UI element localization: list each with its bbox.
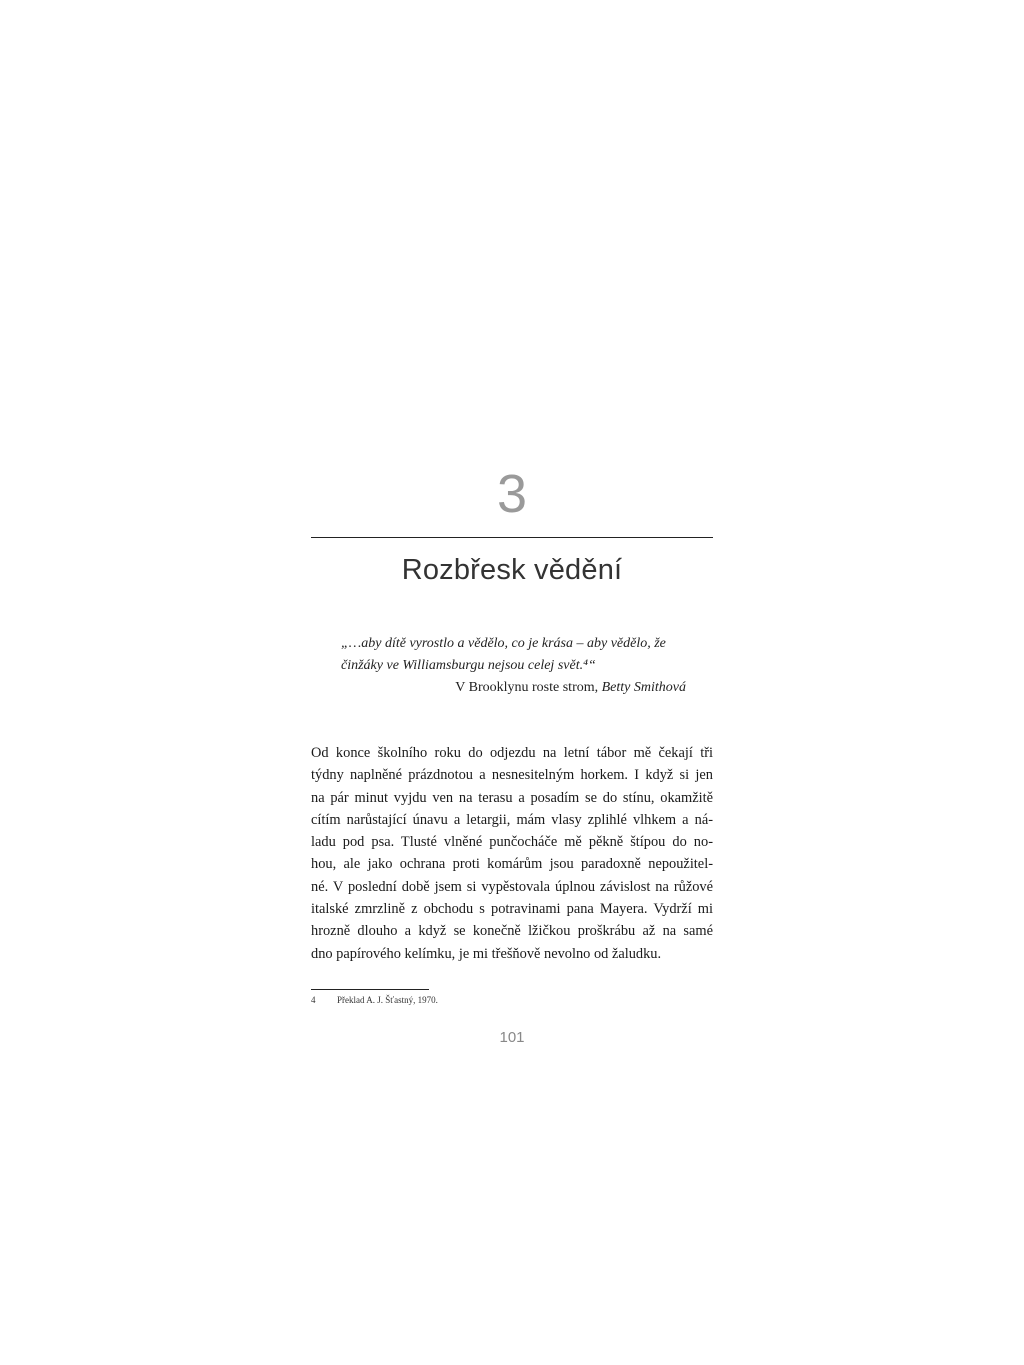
epigraph-source-title: V Brooklynu roste strom, [455,680,602,695]
body-line: ladu pod psa. Tlusté vlněné punčocháče mě pěkně štípou do no- [311,834,713,851]
body-line: italské zmrzlině z obchodu s potravinami pana Mayera. Vydrží mi [311,901,713,918]
body-line: Od konce školního roku do odjezdu na letní tábor mě čekají tři [311,745,713,761]
body-paragraph [311,742,713,965]
chapter-number: 3 [496,464,528,524]
page-number: 101 [499,1029,525,1046]
epigraph-source-author: Betty Smithová [601,680,686,695]
footnote-divider [311,989,429,990]
body-line: na pár minut vyjdu ven na terasu a posadím se do stínu, okamžitě [311,789,713,806]
footnote-number: 4 [311,995,316,1005]
body-line: né. V poslední době jsem si vypěstovala úplnou závislost na růžové [311,878,713,895]
epigraph-quote-line: „…aby dítě vyrostlo a vědělo, co je krása – aby vědělo, že [341,636,666,651]
body-line: dno papírového kelímku, je mi třešňově nevolno od žaludku. [311,945,662,962]
footnote [311,994,713,1006]
chapter-divider [311,537,713,538]
body-line: hrozně dlouho a když se konečně lžičkou proškrábu až na samé [311,923,713,940]
body-line: cítím narůstající únavu a letargii, mám vlasy zplihlé vlhkem a ná- [311,811,713,828]
epigraph [341,633,686,699]
body-line: týdny naplněné prázdnotou a nesnesitelným horkem. I když si jen [311,767,713,784]
epigraph-quote-line: činžáky ve Williamsburgu nejsou celej svět.⁴“ [341,658,596,673]
footnote-text: Překlad A. J. Šťastný, 1970. [337,995,438,1005]
chapter-title: Rozbřesk vědění [401,554,623,586]
epigraph-quote [341,633,686,677]
body-line: hou, ale jako ochrana proti komárům jsou paradoxně nepoužitel- [311,856,713,873]
epigraph-source [341,677,686,699]
